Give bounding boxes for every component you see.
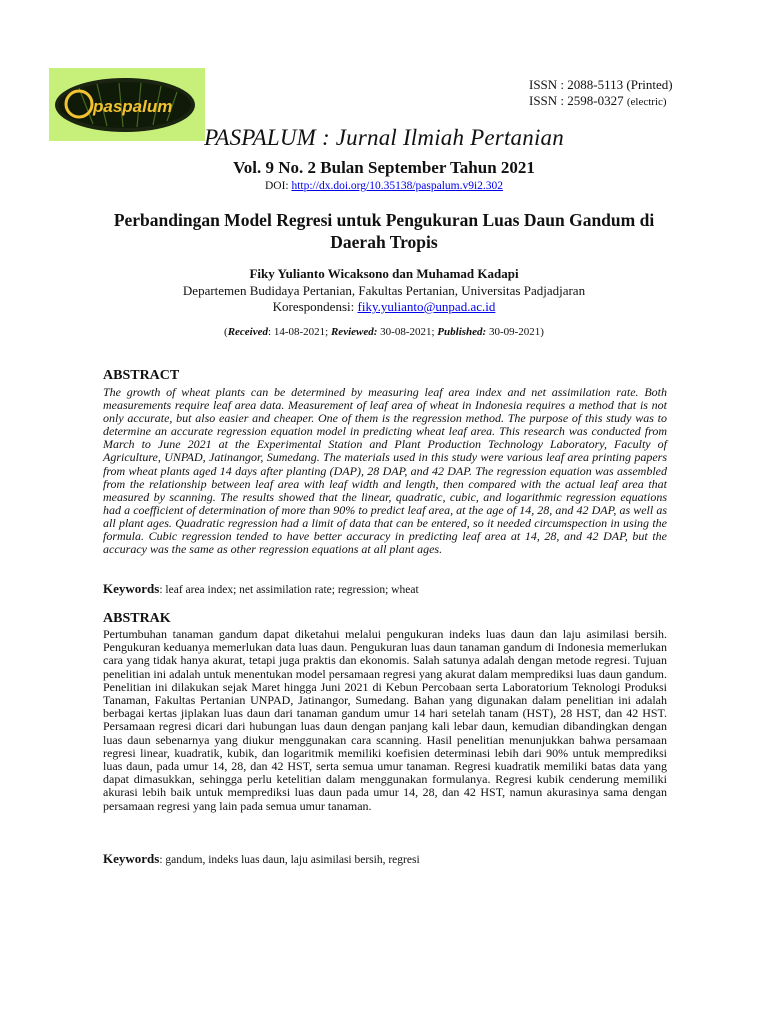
authors: Fiky Yulianto Wicaksono dan Muhamad Kadapi — [249, 266, 519, 281]
logo-text: paspalum — [93, 97, 173, 116]
dates-open: ( — [224, 326, 228, 338]
affiliation: Departemen Budidaya Pertanian, Fakultas Pertanian, Universitas Padjadjaran — [182, 283, 586, 298]
reviewed-date: 30-08-2021; — [377, 326, 438, 338]
doi-label: DOI: — [264, 180, 292, 192]
keywords-list: : leaf area index; net assimilation rate; regression; wheat — [159, 584, 419, 596]
abstract-text: The growth of wheat plants can be determined by measuring leaf area index and net assimilation rate. Both measurements require leaf area data. Measurement of leaf area of wheat in Indonesia requires a method that is not only accurate, but also easier and cheaper. One of them is the regression method. The purpose of this study was to determine an accurate regression equation model in predicting wheat leaf area. This research was conducted from March to June 2021 at the Experimental Station and Plant Production Technology Laboratory, Faculty of Agriculture, UNPAD, Jatinangor, Sumedang. The materials used in this study were various leaf area printing papers from wheat plants aged 14 days after planting (DAP), 28 DAP, and 42 DAP. The regression equation was assembled from the relationship between leaf area with leaf width and length, then compared with the actual leaf area that measured by scanning. The results showed that the linear, quadratic, cubic, and logarithmic regression equations had a coefficient of determination of more than 90% to predict leaf area, at the age of 14, 28, and 42 DAP, as well as all plant ages. Quadratic regression had a limit of data that can be entered, so it needed circumspection in using the formula. Cubic regression tended to have better accuracy in predicting leaf area at 14, 28, and 42 DAP, but the accuracy was the same as other regression equations at all plant ages. — [103, 385, 667, 557]
kata-kunci-list: : gandum, indeks luas daun, laju asimilasi bersih, regresi — [159, 854, 420, 866]
volume-info: Vol. 9 No. 2 Bulan September Tahun 2021 — [233, 158, 535, 177]
issn-block — [529, 77, 673, 110]
issn-electric-number: ISSN : 2598-0327 — [529, 93, 624, 108]
abstract-keywords — [103, 581, 419, 597]
article-dates — [0, 326, 768, 338]
received-label: Received — [227, 326, 269, 338]
keywords-label: Keywords — [103, 581, 160, 596]
abstrak-heading: ABSTRAK — [103, 611, 171, 626]
abstrak-text: Pertumbuhan tanaman gandum dapat diketahui melalui pengukuran indeks luas daun dan laju asimilasi bersih. Pengukuran keduanya memerlukan data luas daun. Pengukuran luas daun tanaman gandum di Indonesia memerlukan cara yang tidak hanya akurat, tetapi juga praktis dan ekonomis. Salah satunya adalah dengan metode regresi. Tujuan penelitian ini adalah untuk menentukan model persamaan regresi yang akurat dalam memprediksi luas daun gandum. Penelitian ini dilakukan sejak Maret hingga Juni 2021 di Kebun Percobaan serta Laboratorium Teknologi Produksi Tanaman, Fakultas Pertanian UNPAD, Jatinangor, Sumedang. Bahan yang digunakan dalam penelitian ini adalah berbagai kertas jiplakan luas daun dari tanaman gandum umur 14 hari setelah tanam (HST), 28 HST, dan 42 HST. Persamaan regresi dicari dari hubungan luas daun dengan panjang kali lebar daun, kemudian dibandingkan dengan luas daun sebenarnya yang diukur menggunakan cara scanning. Hasil penelitian menunjukkan bahwa persamaan regresi linear, kuadratik, kubik, dan logaritmik memiliki koefisien determinasi lebih dari 90% untuk memprediksi luas daun, pada umur 14, 28, dan 42 HST, serta semua umur tanaman. Regresi kuadratik memiliki batas data yang dapat dimasukkan, sehingga perlu ketelitian dalam menggunakan formulanya. Regresi kubik cenderung memiliki akurasi lebih baik untuk memprediksi luas daun pada umur 14, 28, dan 42 HST, namun akurasinya sama dengan persamaan regresi yang lain pada semua umur tanaman. — [103, 627, 667, 813]
issn-electric-note: (electric) — [626, 96, 667, 108]
abstract-heading: ABSTRACT — [103, 368, 180, 383]
doi-link[interactable]: http://dx.doi.org/10.35138/paspalum.v9i2.302 — [291, 180, 504, 192]
correspondence-email[interactable]: fiky.yulianto@unpad.ac.id — [357, 299, 496, 314]
issn-electric — [529, 93, 673, 110]
reviewed-label: Reviewed: — [330, 326, 378, 338]
published-date: 30-09-2021) — [486, 326, 544, 338]
affiliation-block — [0, 283, 768, 315]
abstrak-keywords — [103, 851, 420, 867]
published-label: Published: — [437, 326, 487, 338]
journal-title: PASPALUM : Jurnal Ilmiah Pertanian — [204, 125, 564, 150]
correspondence — [0, 299, 768, 315]
issn-print: ISSN : 2088-5113 (Printed) — [529, 77, 673, 92]
correspondence-label: Korespondensi: — [272, 299, 358, 314]
paper-title: Perbandingan Model Regresi untuk Pengukuran Luas Daun Gandum di Daerah Tropis — [113, 210, 655, 252]
received-date: : 14-08-2021; — [268, 326, 331, 338]
kata-kunci-label: Keywords — [103, 851, 160, 866]
doi-line — [0, 180, 768, 192]
